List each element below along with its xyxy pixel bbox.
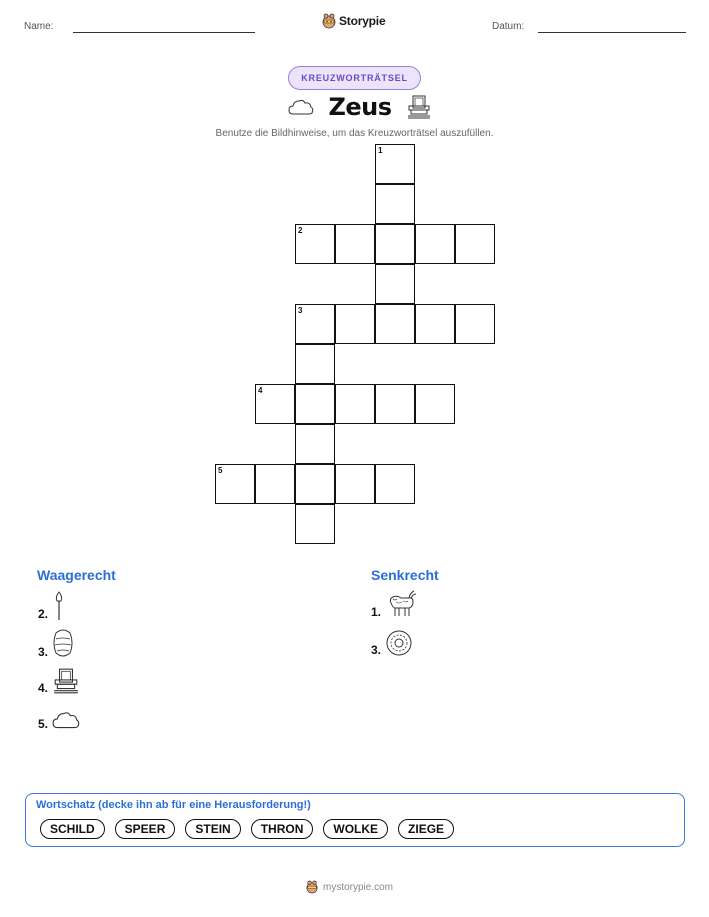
clue-number: 1. bbox=[371, 605, 382, 619]
storypie-logo bbox=[322, 13, 385, 29]
down-clue-3 bbox=[371, 629, 413, 657]
crossword-cell[interactable] bbox=[415, 384, 455, 424]
crossword-cell[interactable] bbox=[375, 224, 415, 264]
cell-number: 4 bbox=[258, 386, 263, 395]
crossword-cell[interactable] bbox=[295, 224, 335, 264]
name-label: Name: bbox=[24, 21, 54, 32]
crossword-cell[interactable] bbox=[215, 464, 255, 504]
crossword-cell[interactable] bbox=[295, 304, 335, 344]
crossword-cell[interactable] bbox=[295, 464, 335, 504]
word-bank bbox=[25, 793, 685, 847]
crossword-cell[interactable] bbox=[255, 464, 295, 504]
crossword-cell[interactable] bbox=[255, 384, 295, 424]
crossword-cell[interactable] bbox=[295, 424, 335, 464]
goat-icon bbox=[385, 589, 417, 619]
word-chip: WOLKE bbox=[323, 819, 388, 839]
crossword-cell[interactable] bbox=[295, 384, 335, 424]
down-clue-1 bbox=[371, 589, 417, 619]
crossword-cell[interactable] bbox=[455, 224, 495, 264]
shield-icon bbox=[385, 629, 413, 657]
clue-number: 4. bbox=[38, 681, 49, 695]
across-heading: Waagerecht bbox=[37, 567, 116, 583]
crossword-cell[interactable] bbox=[335, 304, 375, 344]
word-chip: SPEER bbox=[115, 819, 176, 839]
crossword-cell[interactable] bbox=[375, 184, 415, 224]
instructions: Benutze die Bildhinweise, um das Kreuzworträtsel auszufüllen. bbox=[215, 128, 494, 139]
cell-number: 3 bbox=[298, 306, 303, 315]
crossword-cell[interactable] bbox=[415, 224, 455, 264]
clue-number: 2. bbox=[38, 607, 49, 621]
across-clue-3 bbox=[38, 627, 74, 659]
across-clue-5 bbox=[38, 709, 80, 731]
crossword-cell[interactable] bbox=[375, 264, 415, 304]
brand-name: Storypie bbox=[339, 14, 386, 28]
clue-number: 3. bbox=[371, 643, 382, 657]
crossword-cell[interactable] bbox=[295, 344, 335, 384]
crossword-cell[interactable] bbox=[335, 464, 375, 504]
crossword-cell[interactable] bbox=[375, 144, 415, 184]
cloud-icon bbox=[52, 709, 80, 731]
throne-icon bbox=[52, 667, 80, 695]
across-clue-2 bbox=[38, 591, 66, 621]
crossword-cell[interactable] bbox=[455, 304, 495, 344]
cell-number: 1 bbox=[378, 146, 383, 155]
title-row bbox=[280, 92, 440, 122]
storypie-mascot-icon bbox=[306, 880, 318, 894]
spear-icon bbox=[52, 591, 66, 621]
storypie-mascot-icon bbox=[322, 13, 336, 29]
footer-url[interactable]: mystorypie.com bbox=[323, 881, 394, 893]
crossword-cell[interactable] bbox=[415, 304, 455, 344]
crossword-cell[interactable] bbox=[375, 464, 415, 504]
date-label: Datum: bbox=[492, 21, 525, 32]
word-chip: THRON bbox=[251, 819, 314, 839]
clue-number: 5. bbox=[38, 717, 49, 731]
crossword-cell[interactable] bbox=[335, 224, 375, 264]
word-bank-chips bbox=[40, 819, 454, 839]
cloud-icon bbox=[288, 97, 314, 117]
word-chip: SCHILD bbox=[40, 819, 105, 839]
cell-number: 2 bbox=[298, 226, 303, 235]
crossword-cell[interactable] bbox=[335, 384, 375, 424]
crossword-cell[interactable] bbox=[295, 504, 335, 544]
word-chip: ZIEGE bbox=[398, 819, 454, 839]
word-bank-title: Wortschatz (decke ihn ab für eine Herausforderung!) bbox=[36, 799, 311, 811]
crossword-cell[interactable] bbox=[375, 384, 415, 424]
throne-icon bbox=[406, 94, 432, 120]
clue-number: 3. bbox=[38, 645, 49, 659]
crossword-cell[interactable] bbox=[375, 304, 415, 344]
puzzle-type-badge: KREUZWORTRÄTSEL bbox=[288, 66, 421, 90]
name-line[interactable] bbox=[73, 32, 255, 33]
cell-number: 5 bbox=[218, 466, 223, 475]
down-heading: Senkrecht bbox=[371, 567, 439, 583]
across-clue-4 bbox=[38, 667, 80, 695]
footer bbox=[306, 880, 393, 894]
word-chip: STEIN bbox=[185, 819, 240, 839]
page-title: Zeus bbox=[328, 93, 392, 121]
stone-icon bbox=[52, 627, 74, 659]
date-line[interactable] bbox=[538, 32, 686, 33]
